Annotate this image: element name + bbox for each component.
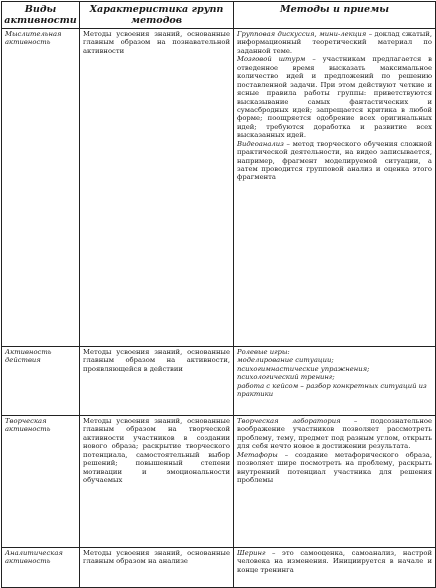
activity-type-cell: Мыслительная активность [2,29,80,347]
method-entry [237,549,432,574]
header-group-characteristic: Характеристика групп методов [80,2,234,29]
table-row [2,347,436,416]
method-title: Шеринг [237,549,266,557]
activity-type-cell: Творческая активность [2,416,80,548]
method-list-item: психологический тренинг; [237,373,335,382]
characteristic-cell: Методы усвоения знаний, основанные главным образом на анализе [80,548,234,588]
method-title: Видеоанализ [237,139,284,148]
method-text: – метод творческого обучения сложной практической деятельности, на видео записывается, например, фрагмент моделируемой ситуации, а затем проводится групповой анализ и оценка этого фрагмента [237,139,432,182]
method-list-item: моделирование ситуации; [237,356,334,365]
activity-type-cell: Активность действия [2,347,80,416]
characteristic-cell: Методы усвоения знаний, основанные главным образом на творческой активности участников в создании нового образа; раскрытие творческого потенциала, самостоятельный выбор решений; повышенный степени мотивации и эмоциональности обучаемых [80,416,234,548]
header-methods: Методы и приемы [234,2,436,29]
methods-cell [234,29,436,347]
method-text: – участникам предлагается в отведенное время высказать максимальное количество идей и предложений по решению поставленной задачи. При этом действуют четкие и ясные правила работы группы: приветствуются высказывание самых фантастических и сумасбродных идей; запрещается критика в любой форме; поощряется одобрение всех оригинальных идей; требуются доработка и развитие всех высказанных идей. [237,55,433,140]
method-entry [237,140,432,182]
method-text: – доклад сжатый, информационный теоретический материал по заданной теме. [237,30,432,55]
table-row [2,29,436,347]
characteristic-cell: Методы усвоения знаний, основанные главным образом на познавательной активности [80,29,234,347]
method-title: Мозговой штурм [237,55,306,64]
method-text: – это самооценка, самоанализ, настрой человека на изменения. Инициируется в начале и конце тренинга [237,549,432,574]
methods-cell [234,416,436,548]
method-text: – создание метафорического образа, позволяет шире посмотреть на проблему, раскрыть внутренний потенциал участника для решения проблемы [237,450,432,485]
method-list-item: психогимнастические упражнения; [237,364,370,373]
activity-type-cell: Аналитическая активность [2,548,80,588]
methods-heading: Ролевые игры: [237,348,290,356]
table-row [2,416,436,548]
methods-cell [234,548,436,588]
characteristic-cell: Методы усвоения знаний, основанные главным образом на активности, проявляющейся в действии [80,347,234,416]
table-row [2,548,436,588]
method-list-item: работа с кейсом – разбор конкретных ситуаций из практики [237,381,427,399]
methods-table [1,1,436,588]
method-entry [237,55,432,139]
method-title: Метафоры [237,450,278,459]
method-title: Групповая дискуссия, мини-лекция [237,30,367,38]
method-text: – подсознательное воображение участников позволяет рассмотреть проблему, тему, предмет под разным углом, открыть для себя нечто новое в достижении результата. [237,417,432,451]
method-entry [237,30,432,55]
table-header-row [2,2,436,29]
method-title: Творческая лаборатория [237,417,341,425]
method-entry [237,417,432,451]
method-entry [237,451,432,485]
methods-cell [234,347,436,416]
header-activity-types: Виды активности [2,2,80,29]
